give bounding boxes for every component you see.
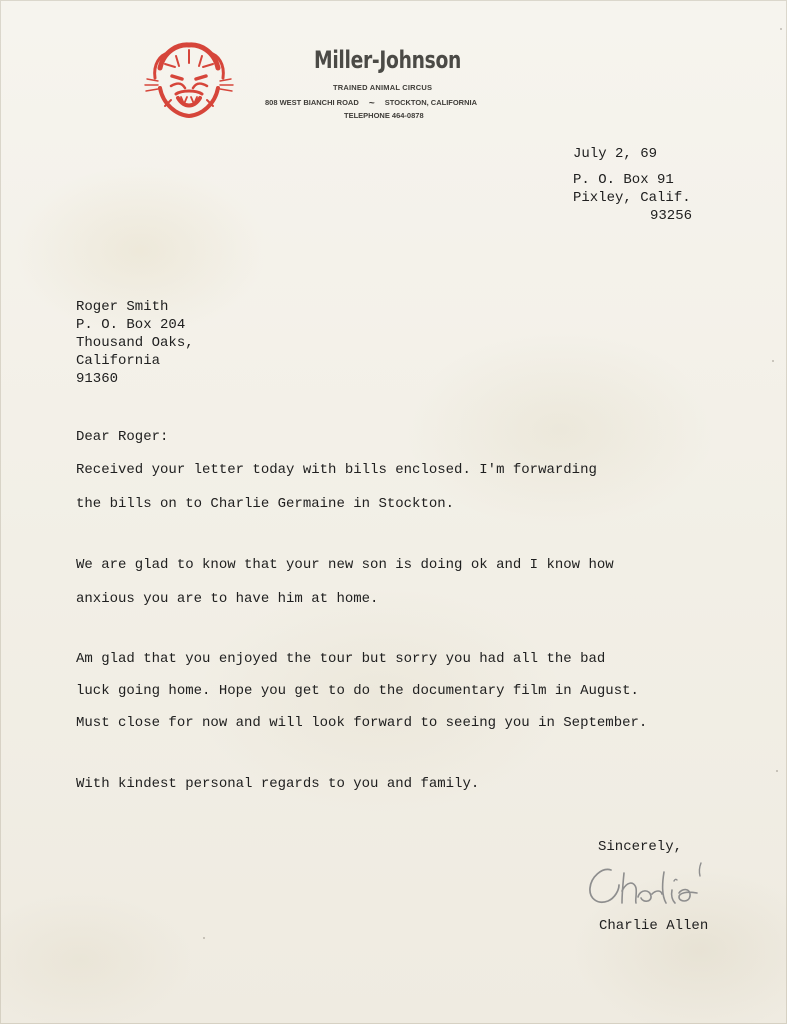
tiger-head-icon <box>140 36 238 122</box>
letter-date: July 2, 69 <box>573 146 658 162</box>
body-line: We are glad to know that your new son is doing ok and I know how <box>76 557 614 573</box>
company-name: Miller-Johnson <box>314 46 462 74</box>
signed-name: Charlie Allen <box>599 918 709 934</box>
address-street: 808 WEST BIANCHI ROAD <box>265 98 359 107</box>
body-line: Am glad that you enjoyed the tour but sorry you had all the bad <box>76 651 606 667</box>
paper-speck <box>780 28 782 30</box>
company-subtitle: TRAINED ANIMAL CIRCUS <box>333 83 433 92</box>
sender-address-line-2: Pixley, Calif. <box>573 190 691 206</box>
body-line: the bills on to Charlie Germaine in Stockton. <box>76 496 455 512</box>
sender-zip: 93256 <box>650 208 693 224</box>
body-line: With kindest personal regards to you and family. <box>76 776 480 792</box>
company-address <box>265 98 477 109</box>
recipient-zip: 91360 <box>76 371 119 387</box>
body-line: Must close for now and will look forward to seeing you in September. <box>76 715 648 731</box>
paper-speck <box>203 937 205 939</box>
recipient-city: Thousand Oaks, <box>76 335 194 351</box>
paper-speck <box>772 360 774 362</box>
body-line: luck going home. Hope you get to do the documentary film in August. <box>76 683 639 699</box>
body-line: Received your letter today with bills enclosed. I'm forwarding <box>76 462 597 478</box>
sender-address-line-1: P. O. Box 91 <box>573 172 674 188</box>
sender-address-block <box>573 145 692 225</box>
handwritten-signature <box>580 850 730 918</box>
salutation: Dear Roger: <box>76 429 169 445</box>
recipient-address-block <box>76 298 194 388</box>
body-line: anxious you are to have him at home. <box>76 591 379 607</box>
paper-speck <box>776 770 778 772</box>
closing: Sincerely, <box>598 839 683 855</box>
address-city: STOCKTON, CALIFORNIA <box>384 98 478 107</box>
recipient-state: California <box>76 353 161 369</box>
recipient-name: Roger Smith <box>76 299 169 315</box>
recipient-address-line-1: P. O. Box 204 <box>76 317 186 333</box>
company-telephone: TELEPHONE 464-0878 <box>344 111 424 120</box>
address-separator: ~ <box>368 98 375 109</box>
